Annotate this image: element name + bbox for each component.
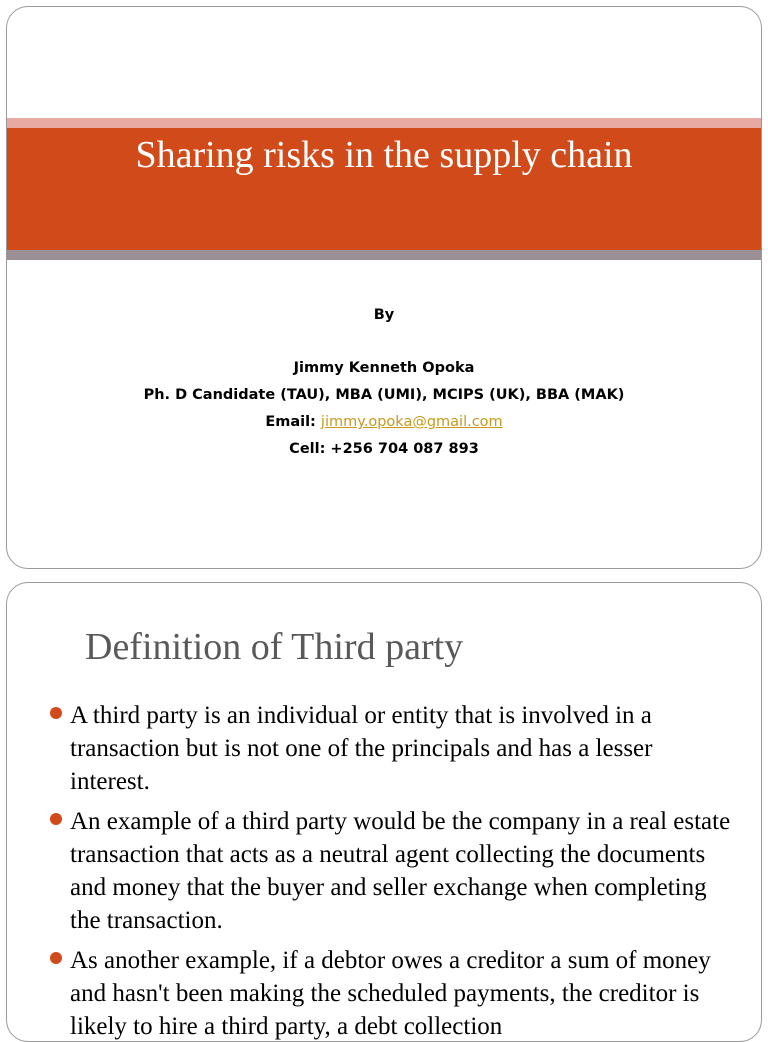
bullet-dot-icon [50, 707, 62, 719]
definition-slide [6, 582, 762, 1042]
bullet-dot-icon [50, 813, 62, 825]
bullet-item [47, 944, 737, 1042]
title-band-top-stripe [7, 118, 761, 128]
bullet-dot-icon [50, 952, 62, 964]
bullet-text: A third party is an individual or entity that is involved in a transaction but is not one of the principals and has a lesser interest. [70, 702, 653, 795]
title-band-bottom-stripe [7, 250, 761, 260]
slide-title: Sharing risks in the supply chain [135, 134, 633, 176]
email-link[interactable]: jimmy.opoka@gmail.com [320, 414, 503, 430]
bullet-item [47, 699, 737, 798]
bullet-list [47, 699, 737, 1042]
author-credentials: Ph. D Candidate (TAU), MBA (UMI), MCIPS (UK), BBA (MAK) [143, 387, 625, 403]
title-slide [6, 6, 762, 569]
by-label: By [373, 307, 395, 323]
author-name: Jimmy Kenneth Opoka [293, 360, 475, 376]
email-label: Email: [265, 414, 316, 430]
bullet-text: As another example, if a debtor owes a creditor a sum of money and hasn't been making the scheduled payments, the creditor is likely to hire a third party, a debt collection [70, 947, 711, 1040]
slide-heading: Definition of Third party [85, 626, 464, 668]
bullet-item [47, 805, 737, 937]
bullet-text: An example of a third party would be the company in a real estate transaction that acts as a neutral agent collecting the documents and money that the buyer and seller exchange when completing the transaction. [70, 808, 731, 934]
email-line [7, 412, 761, 432]
cell-number: Cell: +256 704 087 893 [289, 441, 479, 457]
